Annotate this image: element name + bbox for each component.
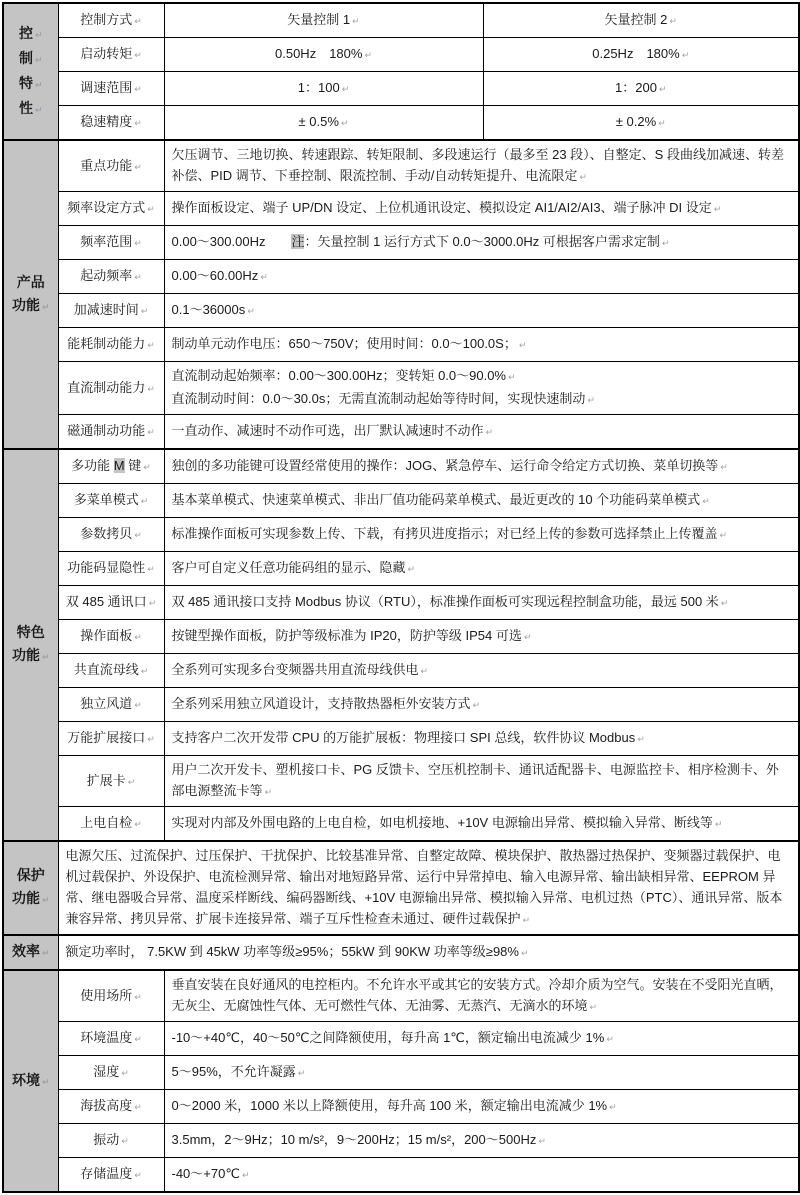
paragraph-return-mark-icon: ↵: [134, 1102, 142, 1112]
table-row: [3, 654, 799, 688]
row-value: 一直动作、减速时不动作可选，出厂默认减速时不动作 ↵: [164, 415, 799, 450]
row-value: 用户二次开发卡、塑机接口卡、PG 反馈卡、空压机控制卡、通讯适配器卡、电源监控卡、相序检测卡、外部电源整流卡等 ↵: [164, 756, 799, 807]
table-row: [3, 192, 799, 226]
table-row: [3, 72, 799, 106]
paragraph-return-mark-icon: ↵: [472, 700, 481, 710]
paragraph-return-mark-icon: ↵: [134, 272, 142, 282]
row-value: 0.50Hz 180% ↵: [164, 38, 483, 72]
paragraph-return-mark-icon: ↵: [34, 79, 43, 90]
paragraph-return-mark-icon: ↵: [606, 1034, 614, 1044]
paragraph-return-mark-icon: ↵: [134, 161, 142, 172]
row-value: 矢量控制 2 ↵: [483, 3, 799, 38]
section-protection-functions: [3, 841, 799, 935]
row-value: 3.5mm，2～9Hz；10 m/s²，9～200Hz；15 m/s²，200～500Hz ↵: [164, 1124, 799, 1158]
paragraph-return-mark-icon: ↵: [41, 652, 50, 662]
paragraph-return-mark-icon: ↵: [140, 306, 149, 316]
row-value: 全系列采用独立风道设计，支持散热器柜外安装方式 ↵: [164, 688, 799, 722]
paragraph-return-mark-icon: ↵: [587, 395, 595, 405]
paragraph-return-mark-icon: ↵: [41, 895, 50, 905]
section-label-special-functions: 特色 功能 ↵: [3, 449, 58, 841]
paragraph-return-mark-icon: ↵: [134, 1034, 142, 1044]
row-label: 存储温度 ↵: [58, 1158, 164, 1193]
paragraph-return-mark-icon: ↵: [121, 1068, 129, 1078]
row-label: 湿度 ↵: [58, 1056, 164, 1090]
row-label: 磁通制动功能 ↵: [58, 415, 164, 450]
table-row: [3, 807, 799, 842]
row-label: 参数拷贝 ↵: [58, 518, 164, 552]
paragraph-return-mark-icon: ↵: [34, 54, 43, 65]
table-row: [3, 362, 799, 415]
row-label: 海拔高度 ↵: [58, 1090, 164, 1124]
row-label: 环境温度 ↵: [58, 1022, 164, 1056]
table-row: [3, 1022, 799, 1056]
row-label: 稳速精度 ↵: [58, 106, 164, 141]
table-row: [3, 841, 799, 935]
paragraph-return-mark-icon: ↵: [719, 530, 728, 540]
row-label: 振动 ↵: [58, 1124, 164, 1158]
paragraph-return-mark-icon: ↵: [364, 50, 372, 60]
paragraph-return-mark-icon: ↵: [518, 340, 527, 350]
paragraph-return-mark-icon: ↵: [241, 1170, 250, 1180]
row-label: 控制方式 ↵: [58, 3, 164, 38]
paragraph-return-mark-icon: ↵: [127, 776, 136, 787]
paragraph-return-mark-icon: ↵: [143, 462, 151, 472]
paragraph-return-mark-icon: ↵: [134, 16, 142, 26]
paragraph-return-mark-icon: ↵: [134, 118, 142, 128]
row-value: 垂直安装在良好通风的电控柜内。不允许水平或其它的安装方式。冷却介质为空气。安装在不受阳光直晒，无灰尘、无腐蚀性气体、无可燃性气体、无油雾、无蒸汽、无滴水的环境 ↵: [164, 970, 799, 1022]
paragraph-return-mark-icon: ↵: [134, 238, 142, 248]
row-label: 多菜单模式 ↵: [58, 484, 164, 518]
paragraph-return-mark-icon: ↵: [134, 819, 142, 829]
paragraph-return-mark-icon: ↵: [264, 787, 273, 797]
paragraph-return-mark-icon: ↵: [714, 819, 723, 829]
row-label: 上电自检 ↵: [58, 807, 164, 842]
paragraph-return-mark-icon: ↵: [609, 1102, 617, 1112]
row-label: 能耗制动能力 ↵: [58, 328, 164, 362]
table-row: [3, 586, 799, 620]
table-row: [3, 935, 799, 970]
row-value: 5～95%，不允许凝露 ↵: [164, 1056, 799, 1090]
paragraph-return-mark-icon: ↵: [41, 948, 50, 958]
paragraph-return-mark-icon: ↵: [147, 427, 155, 437]
row-label: 扩展卡 ↵: [58, 756, 164, 807]
row-label: 重点功能 ↵: [58, 140, 164, 192]
row-label: 独立风道 ↵: [58, 688, 164, 722]
row-label: 起动频率 ↵: [58, 260, 164, 294]
row-label: 加减速时间 ↵: [58, 294, 164, 328]
table-row: [3, 328, 799, 362]
table-row: [3, 294, 799, 328]
paragraph-return-mark-icon: ↵: [702, 496, 710, 506]
table-row: [3, 140, 799, 192]
table-row: [3, 518, 799, 552]
section-label-environment: 环境 ↵: [3, 970, 58, 1192]
paragraph-return-mark-icon: ↵: [147, 340, 155, 350]
table-row: [3, 970, 799, 1022]
row-value: 基本菜单模式、快速菜单模式、非出厂值功能码菜单模式、最近更改的 10 个功能码菜单模式 ↵: [164, 484, 799, 518]
paragraph-return-mark-icon: ↵: [247, 306, 255, 316]
table-row: [3, 1124, 799, 1158]
table-row: [3, 226, 799, 260]
paragraph-return-mark-icon: ↵: [508, 372, 516, 382]
paragraph-return-mark-icon: ↵: [522, 915, 531, 925]
table-row: [3, 38, 799, 72]
section-label-efficiency: 效率 ↵: [3, 935, 58, 970]
table-row: [3, 756, 799, 807]
paragraph-return-mark-icon: ↵: [140, 496, 149, 506]
paragraph-return-mark-icon: ↵: [420, 666, 429, 676]
row-value: 1：200 ↵: [483, 72, 799, 106]
table-row: [3, 3, 799, 38]
row-value: 矢量控制 1 ↵: [164, 3, 483, 38]
table-row: [3, 620, 799, 654]
paragraph-return-mark-icon: ↵: [134, 84, 142, 94]
row-value: 0.1～36000s ↵: [164, 294, 799, 328]
row-value: 欠压调节、三地切换、转速跟踪、转矩限制、多段速运行（最多至 23 段）、自整定、S 段曲线加减速、转差补偿、PID 调节、下垂控制、限流控制、手动/自动转矩提升、电流限定 ↵: [164, 140, 799, 192]
paragraph-return-mark-icon: ↵: [41, 301, 50, 312]
row-value: 双 485 通讯接口支持 Modbus 协议（RTU），标准操作面板可实现远程控制盒功能，最远 500 米 ↵: [164, 586, 799, 620]
row-value: 客户可自定义任意功能码组的显示、隐藏 ↵: [164, 552, 799, 586]
row-label: 万能扩展接口 ↵: [58, 722, 164, 756]
row-label: 启动转矩 ↵: [58, 38, 164, 72]
section-environment: [3, 970, 799, 1192]
paragraph-return-mark-icon: ↵: [147, 734, 155, 744]
table-row: [3, 260, 799, 294]
paragraph-return-mark-icon: ↵: [589, 1002, 598, 1012]
paragraph-return-mark-icon: ↵: [134, 632, 142, 642]
paragraph-return-mark-icon: ↵: [134, 1170, 142, 1180]
table-row: [3, 1056, 799, 1090]
paragraph-return-mark-icon: ↵: [720, 462, 728, 472]
paragraph-return-mark-icon: ↵: [661, 238, 670, 248]
row-value: 实现对内部及外围电路的上电自检，如电机接地、+10V 电源输出异常、模拟输入异常、断线等 ↵: [164, 807, 799, 842]
table-row: [3, 688, 799, 722]
paragraph-return-mark-icon: ↵: [134, 50, 142, 60]
section-product-functions: [3, 140, 799, 449]
table-row: [3, 1090, 799, 1124]
paragraph-return-mark-icon: ↵: [523, 632, 532, 642]
paragraph-return-mark-icon: ↵: [352, 16, 360, 26]
row-label: 双 485 通讯口 ↵: [58, 586, 164, 620]
paragraph-return-mark-icon: ↵: [41, 1076, 50, 1087]
row-label: 操作面板 ↵: [58, 620, 164, 654]
paragraph-return-mark-icon: ↵: [579, 172, 587, 182]
row-value: 支持客户二次开发带 CPU 的万能扩展板：物理接口 SPI 总线，软件协议 Modbus ↵: [164, 722, 799, 756]
row-value: 全系列可实现多台变频器共用直流母线供电 ↵: [164, 654, 799, 688]
paragraph-return-mark-icon: ↵: [134, 700, 142, 710]
section-special-functions: [3, 449, 799, 841]
paragraph-return-mark-icon: ↵: [140, 666, 149, 676]
row-value: 0.00～300.00Hz 注：矢量控制 1 运行方式下 0.0～3000.0Hz 可根据客户需求定制 ↵: [164, 226, 799, 260]
row-value: ± 0.2% ↵: [483, 106, 799, 141]
paragraph-return-mark-icon: ↵: [260, 272, 268, 282]
section-value: 额定功率时， 7.5KW 到 45kW 功率等级≥95%；55kW 到 90KW 功率等级≥98% ↵: [58, 935, 799, 970]
spec-table: [2, 2, 800, 1193]
section-label-product-functions: 产品 功能 ↵: [3, 140, 58, 449]
row-value: 制动单元动作电压：650～750V；使用时间：0.0～100.0S； ↵: [164, 328, 799, 362]
paragraph-return-mark-icon: ↵: [681, 50, 690, 60]
section-label-protection-functions: 保护 功能 ↵: [3, 841, 58, 935]
row-value: 按键型操作面板，防护等级标准为 IP20，防护等级 IP54 可选 ↵: [164, 620, 799, 654]
highlighted-text: M: [113, 458, 125, 473]
row-label: 共直流母线 ↵: [58, 654, 164, 688]
row-label: 调速范围 ↵: [58, 72, 164, 106]
row-label: 功能码显隐性 ↵: [58, 552, 164, 586]
row-value: -10～+40℃，40～50℃之间降额使用，每升高 1℃，额定输出电流减少 1% ↵: [164, 1022, 799, 1056]
paragraph-return-mark-icon: ↵: [637, 734, 645, 744]
row-value: 0.25Hz 180% ↵: [483, 38, 799, 72]
row-value: 0.00～60.00Hz ↵: [164, 260, 799, 294]
row-value: ± 0.5% ↵: [164, 106, 483, 141]
paragraph-return-mark-icon: ↵: [121, 1136, 129, 1146]
paragraph-return-mark-icon: ↵: [713, 204, 722, 214]
table-row: [3, 415, 799, 450]
section-efficiency: [3, 935, 799, 970]
paragraph-return-mark-icon: ↵: [340, 118, 349, 128]
paragraph-return-mark-icon: ↵: [658, 118, 666, 128]
row-value: 标准操作面板可实现参数上传、下载，有拷贝进度指示；对已经上传的参数可选择禁止上传覆盖 ↵: [164, 518, 799, 552]
paragraph-return-mark-icon: ↵: [538, 1136, 546, 1146]
paragraph-return-mark-icon: ↵: [34, 29, 43, 40]
paragraph-return-mark-icon: ↵: [297, 1068, 306, 1078]
paragraph-return-mark-icon: ↵: [658, 84, 667, 94]
table-row: [3, 449, 799, 484]
row-value: 1：100 ↵: [164, 72, 483, 106]
table-row: [3, 106, 799, 141]
paragraph-return-mark-icon: ↵: [407, 564, 416, 574]
paragraph-return-mark-icon: ↵: [148, 598, 157, 608]
section-label-control-characteristics: 控 ↵ 制 ↵ 特 ↵ 性 ↵: [3, 3, 58, 140]
section-value: 电源欠压、过流保护、过压保护、干扰保护、比较基准异常、自整定故障、模块保护、散热器过热保护、变频器过载保护、电机过载保护、外设保护、电流检测异常、输出对地短路异常、运行中异常掉电、输入电源异常、输出缺相异常、EEPROM 异常、继电器吸合异常、温度采样断线、编码器断线、+10V 电源输出异常、模拟输入异常、电机过热（PTC）、通讯异常、版本兼容异常、拷贝异常、扩展卡连接异常、端子互斥性检查未通过、硬件过载保护 ↵: [58, 841, 799, 935]
section-control-characteristics: [3, 3, 799, 140]
highlighted-text: 注: [291, 234, 305, 249]
paragraph-return-mark-icon: ↵: [147, 564, 155, 574]
paragraph-return-mark-icon: ↵: [147, 204, 155, 214]
table-row: [3, 722, 799, 756]
row-value: -40～+70℃ ↵: [164, 1158, 799, 1193]
row-label: 频率范围 ↵: [58, 226, 164, 260]
row-value: 0～2000 米，1000 米以上降额使用，每升高 100 米，额定输出电流减少 1% ↵: [164, 1090, 799, 1124]
table-row: [3, 1158, 799, 1193]
paragraph-return-mark-icon: ↵: [669, 16, 677, 26]
row-label: 使用场所 ↵: [58, 970, 164, 1022]
paragraph-return-mark-icon: ↵: [485, 427, 494, 437]
row-label: 直流制动能力 ↵: [58, 362, 164, 415]
paragraph-return-mark-icon: ↵: [134, 530, 142, 540]
table-row: [3, 552, 799, 586]
row-label: 多功能 M 键 ↵: [58, 449, 164, 484]
row-value: 独创的多功能键可设置经常使用的操作：JOG、紧急停车、运行命令给定方式切换、菜单切换等 ↵: [164, 449, 799, 484]
row-value: 操作面板设定、端子 UP/DN 设定、上位机通讯设定、模拟设定 AI1/AI2/AI3、端子脉冲 DI 设定 ↵: [164, 192, 799, 226]
paragraph-return-mark-icon: ↵: [520, 948, 529, 958]
row-label: 频率设定方式 ↵: [58, 192, 164, 226]
paragraph-return-mark-icon: ↵: [720, 598, 729, 608]
paragraph-return-mark-icon: ↵: [341, 84, 350, 94]
paragraph-return-mark-icon: ↵: [147, 383, 155, 394]
paragraph-return-mark-icon: ↵: [34, 104, 43, 115]
table-row: [3, 484, 799, 518]
row-value: 直流制动起始频率：0.00～300.00Hz；变转矩 0.0～90.0% ↵ 直流制动时间：0.0～30.0s；无需直流制动起始等待时间，实现快速制动 ↵: [164, 362, 799, 415]
paragraph-return-mark-icon: ↵: [134, 991, 142, 1002]
